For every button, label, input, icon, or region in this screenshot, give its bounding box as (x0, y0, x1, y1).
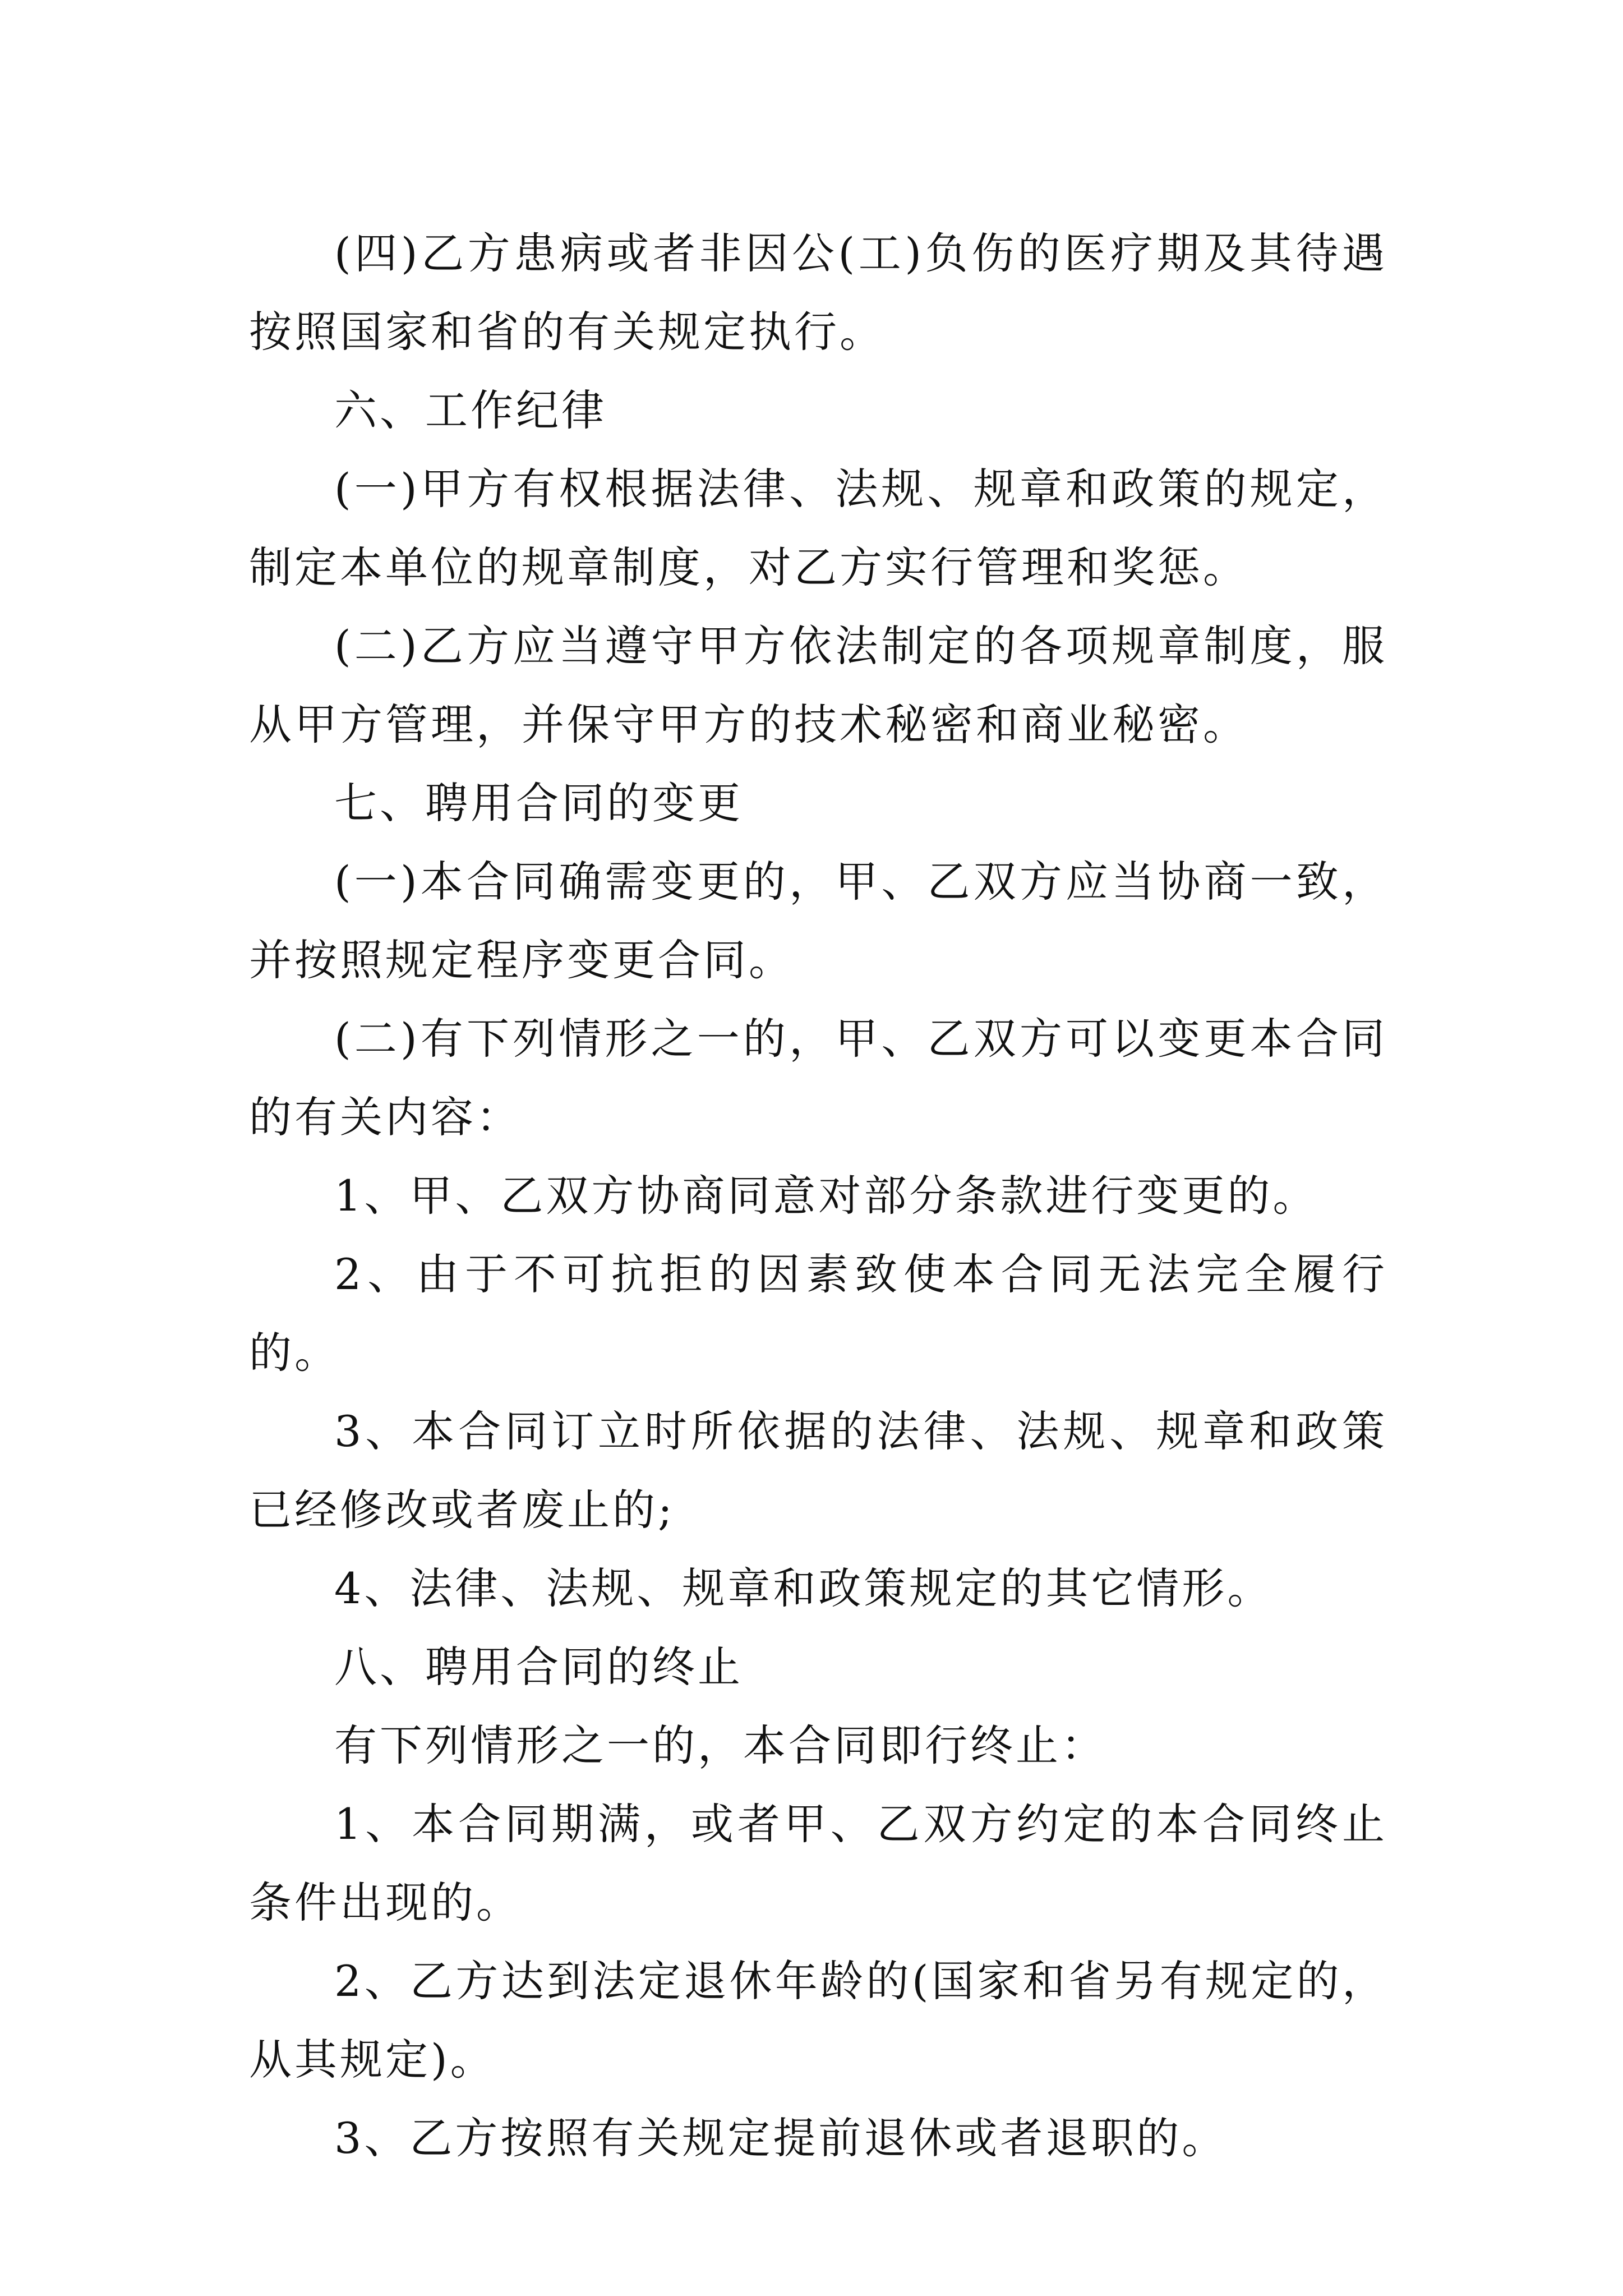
list-item-termination-2: 2、乙方达到法定退休年龄的(国家和省另有规定的，从其规定)。 (249, 1956, 1387, 2085)
list-item-change-2: 2、由于不可抗拒的因素致使本合同无法完全履行的。 (249, 1249, 1387, 1378)
clause-change-conditions: (二)有下列情形之一的，甲、乙双方可以变更本合同的有关内容： (249, 1014, 1387, 1142)
clause-employer-rules: (一)甲方有权根据法律、法规、规章和政策的规定，制定本单位的规章制度，对乙方实行管理和奖惩。 (249, 464, 1387, 592)
section-heading-work-discipline: 六、工作纪律 (334, 385, 607, 435)
section-heading-contract-termination: 八、聘用合同的终止 (334, 1642, 743, 1692)
clause-employee-compliance: (二)乙方应当遵守甲方依法制定的各项规章制度，服从甲方管理，并保守甲方的技术秘密和商业秘密。 (249, 621, 1387, 749)
document-body (249, 214, 1387, 2178)
list-item-change-1: 1、甲、乙双方协商同意对部分条款进行变更的。 (334, 1171, 1318, 1221)
clause-change-by-agreement: (一)本合同确需变更的，甲、乙双方应当协商一致，并按照规定程序变更合同。 (249, 857, 1387, 985)
list-item-change-3: 3、本合同订立时所依据的法律、法规、规章和政策已经修改或者废止的; (249, 1406, 1387, 1535)
clause-medical-period: (四)乙方患病或者非因公(工)负伤的医疗期及其待遇按照国家和省的有关规定执行。 (249, 228, 1387, 357)
list-item-change-4: 4、法律、法规、规章和政策规定的其它情形。 (334, 1563, 1273, 1613)
list-item-termination-3: 3、乙方按照有关规定提前退休或者退职的。 (334, 2113, 1228, 2163)
clause-termination-intro: 有下列情形之一的，本合同即行终止： (334, 1720, 1106, 1770)
list-item-termination-1: 1、本合同期满，或者甲、乙双方约定的本合同终止条件出现的。 (249, 1799, 1387, 1927)
section-heading-contract-change: 七、聘用合同的变更 (334, 778, 743, 828)
